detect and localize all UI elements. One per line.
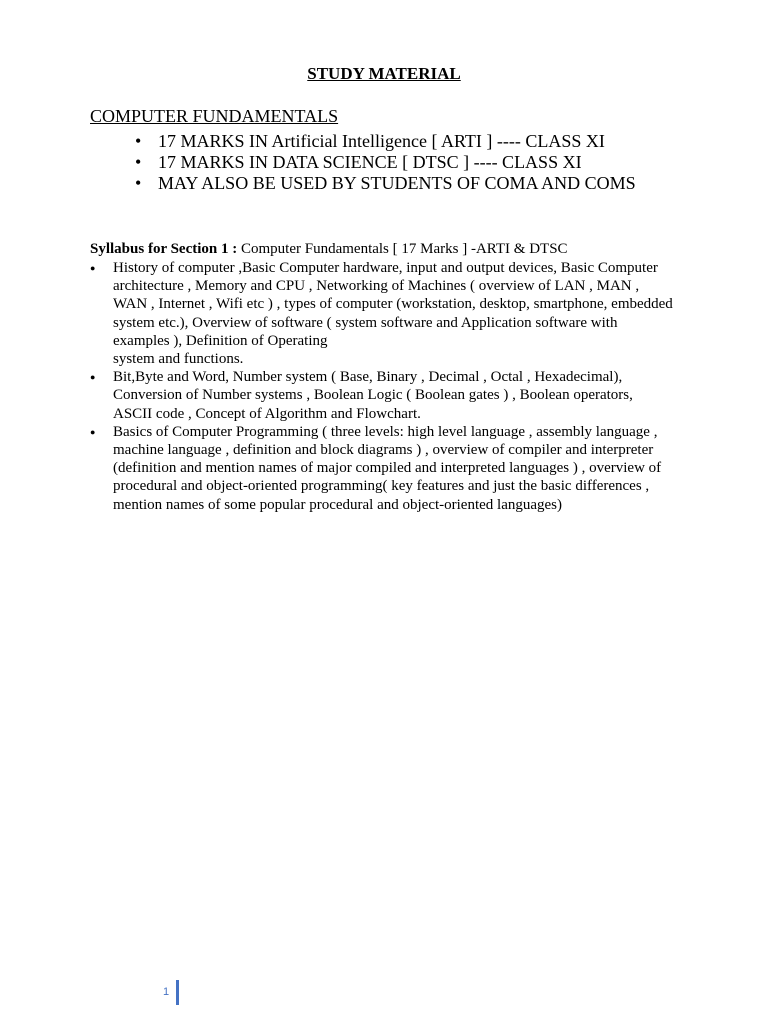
topic-line: ● History of computer ,Basic Computer hardware, input and output devices, Basic Computer xyxy=(113,260,658,276)
topics-list xyxy=(90,259,690,514)
topic-line: ASCII code , Concept of Algorithm and Flowchart. xyxy=(113,405,421,422)
topic-line: Conversion of Number systems , Boolean Logic ( Boolean gates ) , Boolean operators, xyxy=(113,387,633,404)
topic-item xyxy=(90,423,690,514)
marks-item: • MAY ALSO BE USED BY STUDENTS OF COMA AND COMS xyxy=(135,173,636,194)
topic-line: (definition and mention names of major compiled and interpreted languages ) , overview of xyxy=(113,460,662,477)
topic-line: ● Basics of Computer Programming ( three levels: high level language , assembly language , xyxy=(113,423,658,440)
topic-line: examples ), Definition of Operating xyxy=(113,332,328,349)
topic-line: architecture , Memory and CPU , Networking of Machines ( overview of LAN , MAN , xyxy=(113,278,640,295)
marks-item: • 17 MARKS IN DATA SCIENCE [ DTSC ] ---- CLASS XI xyxy=(135,152,636,173)
page-number: 1 xyxy=(163,986,170,998)
section-heading: COMPUTER FUNDAMENTALS xyxy=(90,106,339,126)
topic-item xyxy=(90,368,690,423)
marks-list xyxy=(135,131,636,194)
topic-line: WAN , Internet , Wifi etc ) , types of computer (workstation, desktop, smartphone, embedded xyxy=(113,296,673,313)
topic-line: procedural and object-oriented programming( key features and just the basic differences , xyxy=(113,478,650,495)
footer-divider xyxy=(176,980,179,1005)
marks-item: • 17 MARKS IN Artificial Intelligence [ ARTI ] ---- CLASS XI xyxy=(135,131,636,152)
topic-line: machine language , definition and block diagrams ) , overview of compiler and interpreter xyxy=(113,442,654,459)
topic-item xyxy=(90,259,690,368)
syllabus-heading xyxy=(90,240,568,258)
topic-line: system etc.), Overview of software ( system software and Application software with xyxy=(113,314,618,331)
topic-line: mention names of some popular procedural and object-oriented languages) xyxy=(113,496,563,513)
syllabus-text: Computer Fundamentals [ 17 Marks ] -ARTI & DTSC xyxy=(237,241,568,257)
topic-line: ● Bit,Byte and Word, Number system ( Base, Binary , Decimal , Octal , Hexadecimal), xyxy=(113,369,623,386)
topic-line: system and functions. xyxy=(113,351,244,368)
document-title: STUDY MATERIAL xyxy=(307,64,461,83)
syllabus-label: Syllabus for Section 1 : xyxy=(90,241,238,257)
